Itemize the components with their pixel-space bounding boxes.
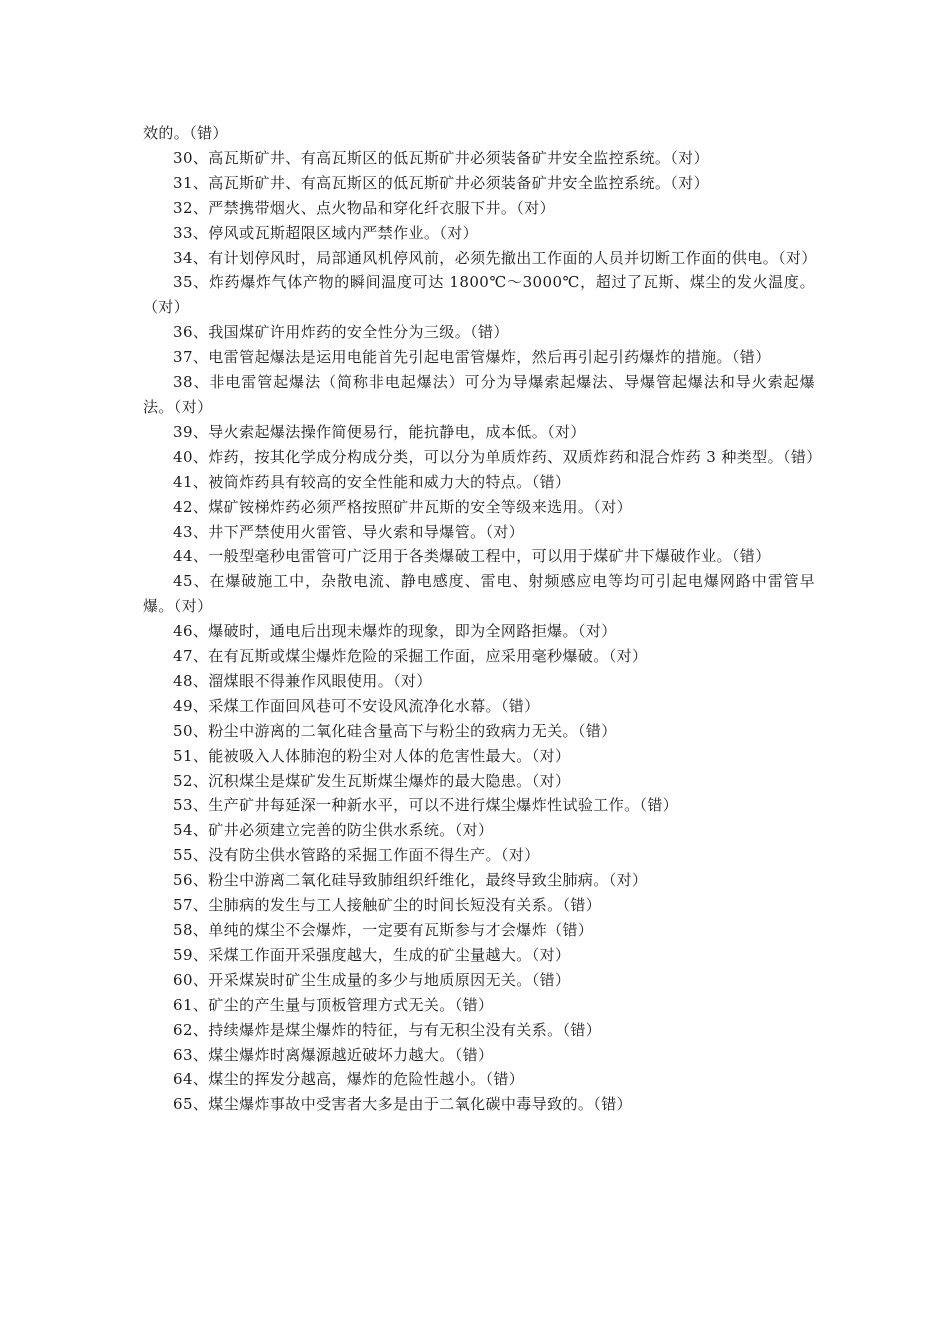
list-item: 62、持续爆炸是煤尘爆炸的特征，与有无积尘没有关系。（错） — [173, 1020, 602, 1039]
list-item: 63、煤尘爆炸时离爆源越近破坏力越大。（错） — [173, 1045, 494, 1064]
list-item: 44、一般型毫秒电雷管可广泛用于各类爆破工程中，可以用于煤矿井下爆破作业。（错） — [173, 547, 771, 566]
list-item: 33、停风或瓦斯超限区域内严禁作业。（对） — [173, 223, 478, 242]
list-item: 54、矿井必须建立完善的防尘供水系统。（对） — [173, 821, 494, 840]
list-item: 61、矿尘的产生量与顶板管理方式无关。（错） — [173, 995, 494, 1014]
list-item: 56、粉尘中游离二氧化硅导致肺组织纤维化，最终导致尘肺病。（对） — [173, 871, 648, 890]
list-item: 效的。（错） — [143, 124, 228, 142]
list-item: 59、采煤工作面开采强度越大，生成的矿尘量越大。（对） — [173, 945, 571, 964]
list-item: 32、严禁携带烟火、点火物品和穿化纤衣服下井。（对） — [173, 198, 555, 217]
list-item: 39、导火索起爆法操作简便易行，能抗静电，成本低。（对） — [173, 422, 586, 441]
list-item: 51、能被吸入人体肺泡的粉尘对人体的危害性最大。（对） — [173, 746, 571, 765]
list-item: 45、在爆破施工中，杂散电流、静电感度、雷电、射频感应电等均可引起电爆网路中雷管早爆。（对） — [143, 572, 815, 616]
list-item: 47、在有瓦斯或煤尘爆炸危险的采掘工作面，应采用毫秒爆破。（对） — [173, 647, 648, 666]
list-item: 64、煤尘的挥发分越高，爆炸的危险性越小。（错） — [173, 1070, 525, 1089]
list-item: 31、高瓦斯矿井、有高瓦斯区的低瓦斯矿井必须装备矿井安全监控系统。（对） — [173, 173, 709, 192]
list-item: 42、煤矿铵梯炸药必须严格按照矿井瓦斯的安全等级来选用。（对） — [173, 497, 632, 516]
document-body — [143, 121, 822, 1117]
list-item: 30、高瓦斯矿井、有高瓦斯区的低瓦斯矿井必须装备矿井安全监控系统。（对） — [173, 148, 709, 167]
list-item: 34、有计划停风时，局部通风机停风前，必须先撤出工作面的人员并切断工作面的供电。（对） — [173, 248, 817, 267]
list-item: 57、尘肺病的发生与工人接触矿尘的时间长短没有关系。（错） — [173, 896, 602, 915]
list-item: 52、沉积煤尘是煤矿发生瓦斯煤尘爆炸的最大隐患。（对） — [173, 771, 571, 790]
list-item: 38、非电雷管起爆法（简称非电起爆法）可分为导爆索起爆法、导爆管起爆法和导火索起爆法。（对） — [143, 373, 815, 416]
list-item: 37、电雷管起爆法是运用电能首先引起电雷管爆炸，然后再引起引药爆炸的措施。（错） — [173, 348, 771, 367]
list-item: 58、单纯的煤尘不会爆炸，一定要有瓦斯参与才会爆炸（错） — [173, 921, 594, 939]
list-item: 41、被筒炸药具有较高的安全性能和威力大的特点。（错） — [173, 472, 571, 491]
list-item: 43、井下严禁使用火雷管、导火索和导爆管。（对） — [173, 522, 525, 541]
list-item: 49、采煤工作面回风巷可不安设风流净化水幕。（错） — [173, 696, 540, 715]
list-item: 60、开采煤炭时矿尘生成量的多少与地质原因无关。（错） — [173, 970, 571, 989]
list-item: 48、溜煤眼不得兼作风眼使用。（对） — [173, 671, 432, 690]
list-item: 53、生产矿井每延深一种新水平，可以不进行煤尘爆炸性试验工作。（错） — [173, 796, 679, 815]
list-item: 55、没有防尘供水管路的采掘工作面不得生产。（对） — [173, 846, 540, 865]
list-item: 36、我国煤矿许用炸药的安全性分为三级。（错） — [173, 323, 509, 342]
list-item: 40、炸药，按其化学成分构成分类，可以分为单质炸药、双质炸药和混合炸药 3 种类型。（错） — [173, 447, 822, 466]
list-item: 46、爆破时，通电后出现未爆炸的现象，即为全网路拒爆。（对） — [173, 622, 617, 641]
list-item: 35、炸药爆炸气体产物的瞬间温度可达 1800℃～3000℃，超过了瓦斯、煤尘的发火温度。（对） — [143, 273, 815, 317]
list-item: 65、煤尘爆炸事故中受害者大多是由于二氧化碳中毒导致的。（错） — [173, 1095, 632, 1114]
list-item: 50、粉尘中游离的二氧化硅含量高下与粉尘的致病力无关。（错） — [173, 721, 617, 740]
